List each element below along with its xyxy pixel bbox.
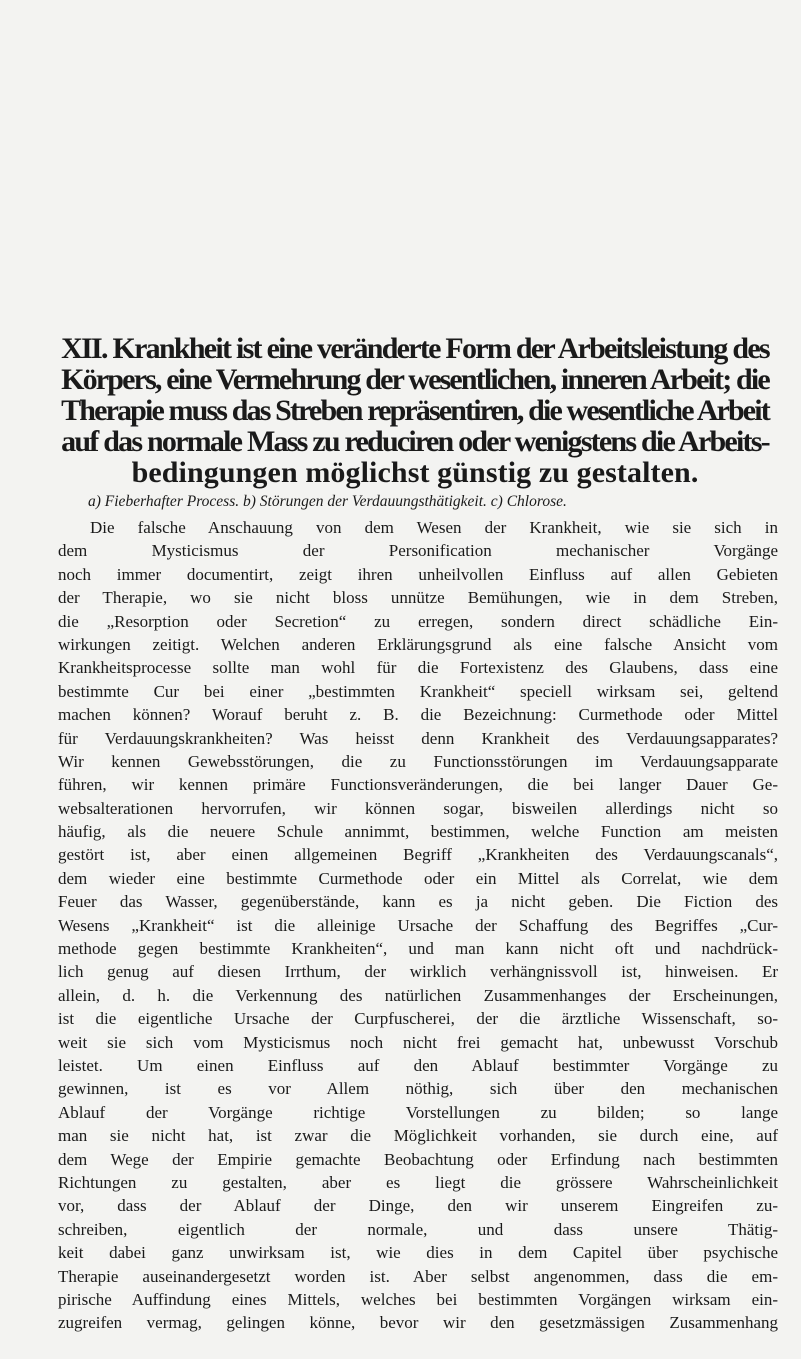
text-line: bestimmte Cur bei einer „bestimmten Krankheit“ speciell wirksam sei, geltend — [58, 681, 778, 701]
text-line: Die falsche Anschauung von dem Wesen der Krankheit, wie sie sich in — [90, 518, 778, 537]
text-line: methode gegen bestimmte Krankheiten“, und man kann nicht oft und nachdrück- — [58, 939, 778, 959]
text-line: vor, dass der Ablauf der Dinge, den wir unserem Eingreifen zu- — [58, 1196, 778, 1216]
text-line: ist die eigentliche Ursache der Curpfuscherei, der die ärztliche Wissenschaft, so- — [58, 1009, 778, 1029]
heading-line: bedingungen möglichst günstig zu gestalten. — [131, 456, 699, 489]
text-line: gestört ist, aber einen allgemeinen Begriff „Krankheiten des Verdauungscanals“, — [58, 845, 778, 865]
text-line: Krankheitsprocesse sollte man wohl für die Fortexistenz des Glaubens, dass eine — [58, 658, 778, 678]
text-line: noch immer documentirt, zeigt ihren unheilvollen Einfluss auf allen Gebieten — [58, 564, 778, 584]
text-line: keit dabei ganz unwirksam ist, wie dies in dem Capitel über psychische — [58, 1243, 778, 1263]
text-line: gewinnen, ist es vor Allem nöthig, sich über den mechanischen — [58, 1079, 778, 1099]
text-line: häufig, als die neuere Schule annimmt, bestimmen, welche Function am meisten — [58, 822, 778, 842]
text-line: Richtungen zu gestalten, aber es liegt die grössere Wahrscheinlichkeit — [58, 1172, 778, 1192]
text-line: der Therapie, wo sie nicht bloss unnütze Bemühungen, wie in dem Streben, — [58, 588, 778, 608]
text-line: Feuer das Wasser, gegenüberstände, kann es ja nicht geben. Die Fiction des — [58, 892, 778, 912]
text-line: lich genug auf diesen Irrthum, der wirklich verhängnissvoll ist, hinweisen. Er — [58, 962, 778, 982]
text-line: Therapie auseinandergesetzt worden ist. Aber selbst angenommen, dass die em- — [58, 1266, 778, 1286]
heading-line: auf das normale Mass zu reduciren oder wenigstens die Arbeits- — [61, 425, 769, 458]
text-line: websalterationen hervorrufen, wir können sogar, bisweilen allerdings nicht so — [58, 798, 778, 818]
text-line: zugreifen vermag, gelingen könne, bevor wir den gesetzmässigen Zusammenhang — [58, 1313, 778, 1333]
text-line: für Verdauungskrankheiten? Was heisst denn Krankheit des Verdauungsapparates? — [58, 728, 778, 748]
heading-line: XII. Krankheit ist eine veränderte Form der Arbeitsleistung des — [61, 332, 769, 365]
text-line: die „Resorption oder Secretion“ zu erregen, sondern direct schädliche Ein- — [58, 611, 778, 631]
text-line: pirische Auffindung eines Mittels, welches bei bestimmten Vorgängen wirksam ein- — [58, 1289, 778, 1309]
text-line: wirkungen zeitigt. Welchen anderen Erklärungsgrund als eine falsche Ansicht vom — [58, 634, 778, 654]
text-line: Ablauf der Vorgänge richtige Vorstellungen zu bilden; so lange — [58, 1102, 778, 1122]
body-paragraph — [58, 516, 778, 1335]
text-line: schreiben, eigentlich der normale, und dass unsere Thätig- — [58, 1219, 778, 1239]
text-line: dem Wege der Empirie gemachte Beobachtung oder Erfindung nach bestimmten — [58, 1149, 778, 1169]
section-subtitle: a) Fieberhafter Process. b) Störungen der Verdauungsthätigkeit. c) Chlorose. — [88, 493, 567, 510]
text-line: man sie nicht hat, ist zwar die Möglichkeit vorhanden, sie durch eine, auf — [58, 1126, 778, 1146]
text-line: machen können? Worauf beruht z. B. die Bezeichnung: Curmethode oder Mittel — [58, 705, 778, 725]
heading-line: Körpers, eine Vermehrung der wesentlichen, inneren Arbeit; die — [61, 363, 769, 396]
text-line: Wir kennen Gewebsstörungen, die zu Functionsstörungen im Verdauungsapparate — [58, 751, 778, 771]
section-heading — [58, 333, 772, 488]
text-line: leistet. Um einen Einfluss auf den Ablauf bestimmter Vorgänge zu — [58, 1055, 778, 1075]
text-line: allein, d. h. die Verkennung des natürlichen Zusammenhanges der Erscheinungen, — [58, 985, 778, 1005]
text-line: dem Mysticismus der Personification mechanischer Vorgänge — [58, 541, 778, 561]
text-line: Wesens „Krankheit“ ist die alleinige Ursache der Schaffung des Begriffes „Cur- — [58, 915, 778, 935]
text-line: dem wieder eine bestimmte Curmethode oder ein Mittel als Correlat, wie dem — [58, 868, 778, 888]
text-line: weit sie sich vom Mysticismus noch nicht frei gemacht hat, unbewusst Vorschub — [58, 1032, 778, 1052]
text-line: führen, wir kennen primäre Functionsveränderungen, die bei langer Dauer Ge- — [58, 775, 778, 795]
heading-line: Therapie muss das Streben repräsentiren, die wesentliche Arbeit — [61, 394, 769, 427]
